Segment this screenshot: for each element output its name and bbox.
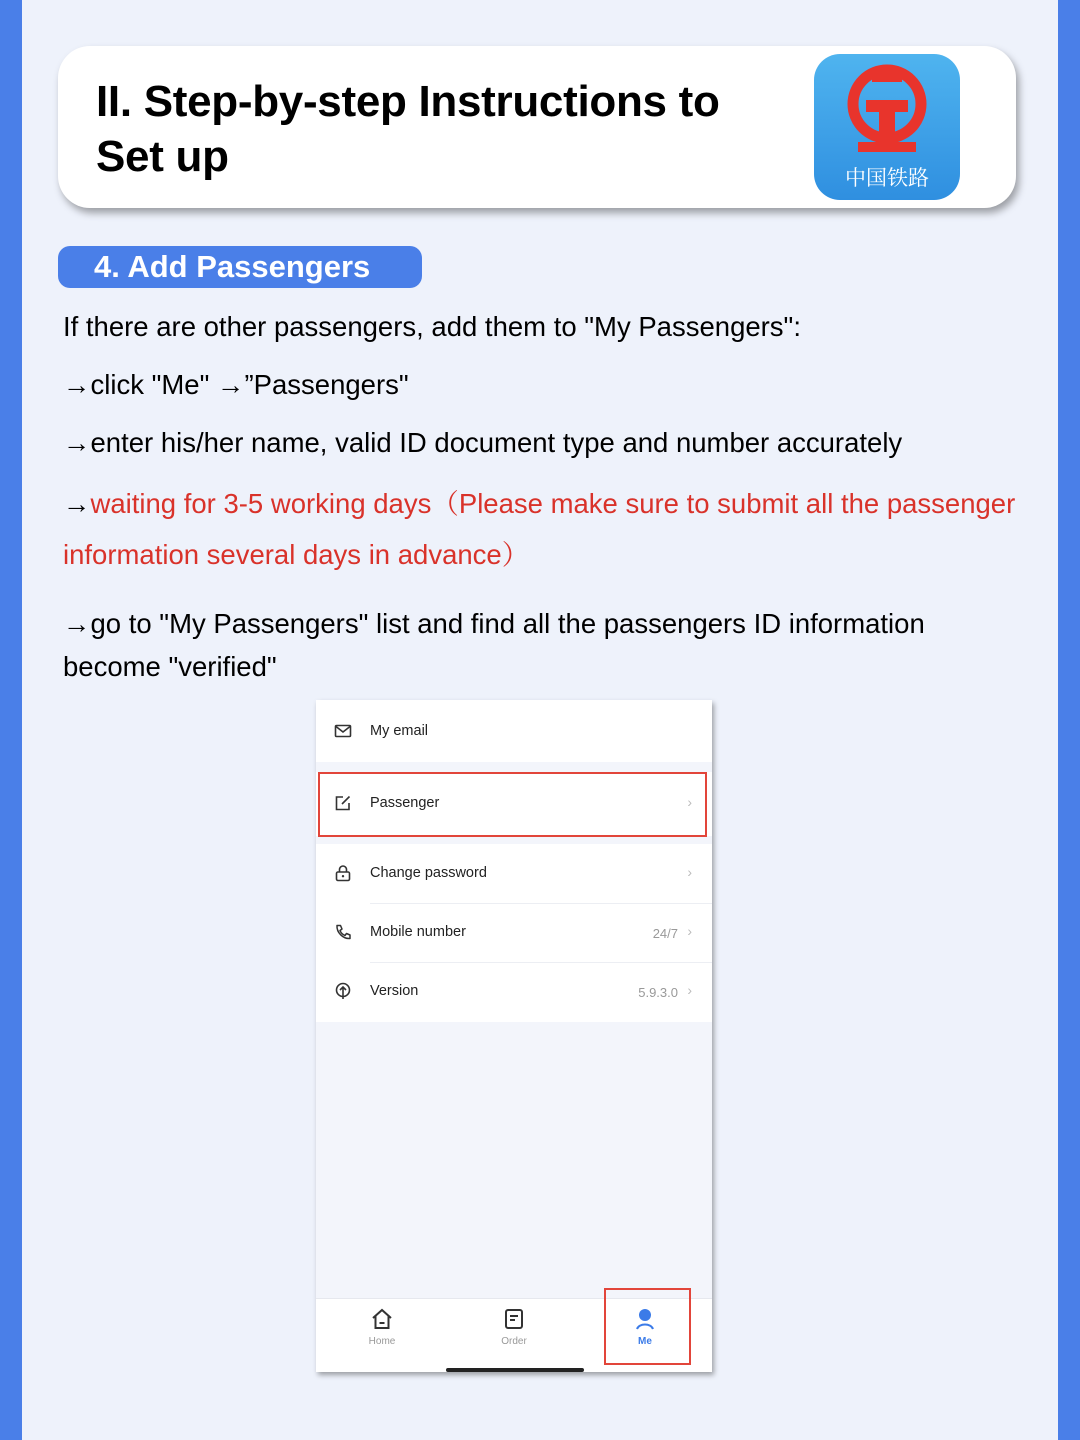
header-card [58,46,1016,208]
home-icon [370,1307,394,1331]
instruction-step-3 [63,478,1023,580]
menu-item-label: My email [370,723,429,739]
instruction-step-4: →go to "My Passengers" list and find all the passengers ID information become "verified" [63,608,925,682]
menu-item-label: Passenger [370,795,440,811]
menu-item-value: 5.9.3.0 [638,985,678,1000]
chevron-right-icon: › [687,923,692,939]
logo-text: 中国铁路 [845,166,929,190]
menu-item-label: Change password [370,865,487,881]
step-3-warning: waiting for 3-5 working days（Please make sure to submit all the passenger information several days in advance） [63,488,1016,570]
passenger-highlight-box [318,772,707,837]
menu-item-label: Mobile number [370,924,466,940]
mail-icon [334,722,352,740]
tab-label: Order [501,1336,527,1347]
instruction-step-1: →click "Me" →”Passengers" [63,369,409,400]
section-heading [58,246,422,288]
menu-group-email [316,700,712,762]
chevron-right-icon: › [687,794,692,810]
railway-emblem-icon [844,64,930,162]
menu-item-version[interactable] [316,962,712,1021]
chevron-right-icon: › [687,982,692,998]
phone-icon [334,923,352,941]
tab-label: Home [368,1336,396,1347]
page-title: II. Step-by-step Instructions to Set up [96,77,720,181]
lock-icon [334,864,352,882]
menu-item-mobile-number[interactable] [316,903,712,962]
step-3-arrow: → [63,488,91,519]
order-icon [502,1307,526,1331]
me-tab-highlight-box [604,1288,691,1365]
menu-item-my-email[interactable] [316,702,712,761]
instruction-intro: If there are other passengers, add them to "My Passengers": [63,311,801,342]
tab-home[interactable] [342,1299,422,1372]
menu-item-label: Version [370,983,419,999]
version-icon [334,982,352,1000]
home-indicator [446,1368,584,1372]
menu-group-settings [316,844,712,1022]
tab-order[interactable] [474,1299,554,1372]
menu-item-value: 24/7 [652,926,678,941]
chevron-right-icon: › [687,864,692,880]
instruction-step-2: →enter his/her name, valid ID document type and number accurately [63,427,903,458]
menu-item-change-password[interactable] [316,844,712,903]
app-screenshot [316,700,712,1372]
tab-label: Me [638,1336,652,1347]
section-heading-label: 4. Add Passengers [94,249,371,284]
china-railway-logo [814,54,960,200]
